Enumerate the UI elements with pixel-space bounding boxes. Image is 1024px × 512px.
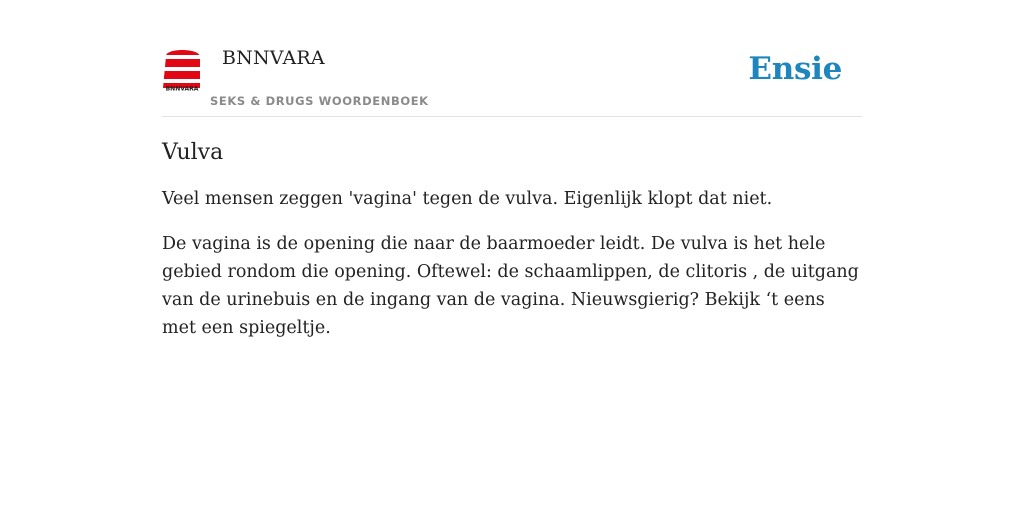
- brand-name: BNNVARA: [222, 47, 325, 69]
- dictionary-subtitle: SEKS & DRUGS WOORDENBOEK: [210, 94, 429, 108]
- entry-content: [162, 140, 862, 359]
- entry-paragraph-1: Veel mensen zeggen 'vagina' tegen de vulva. Eigenlijk klopt dat niet.: [162, 189, 773, 209]
- entry-title: Vulva: [162, 140, 224, 165]
- bnnvara-logo[interactable]: [162, 46, 202, 92]
- site-header: [162, 44, 862, 117]
- logo-text: BNNVARA: [165, 85, 199, 92]
- ensie-link[interactable]: Ensie: [748, 51, 842, 87]
- entry-paragraph-2: De vagina is de opening die naar de baarmoeder leidt. De vulva is het hele gebied rondom die opening. Oftewel: de schaamlippen, de clitoris , de uitgang van de urinebuis en de ingang van de vagina. Nieuwsgierig? Bekijk ‘t eens met een spiegeltje.: [162, 234, 859, 338]
